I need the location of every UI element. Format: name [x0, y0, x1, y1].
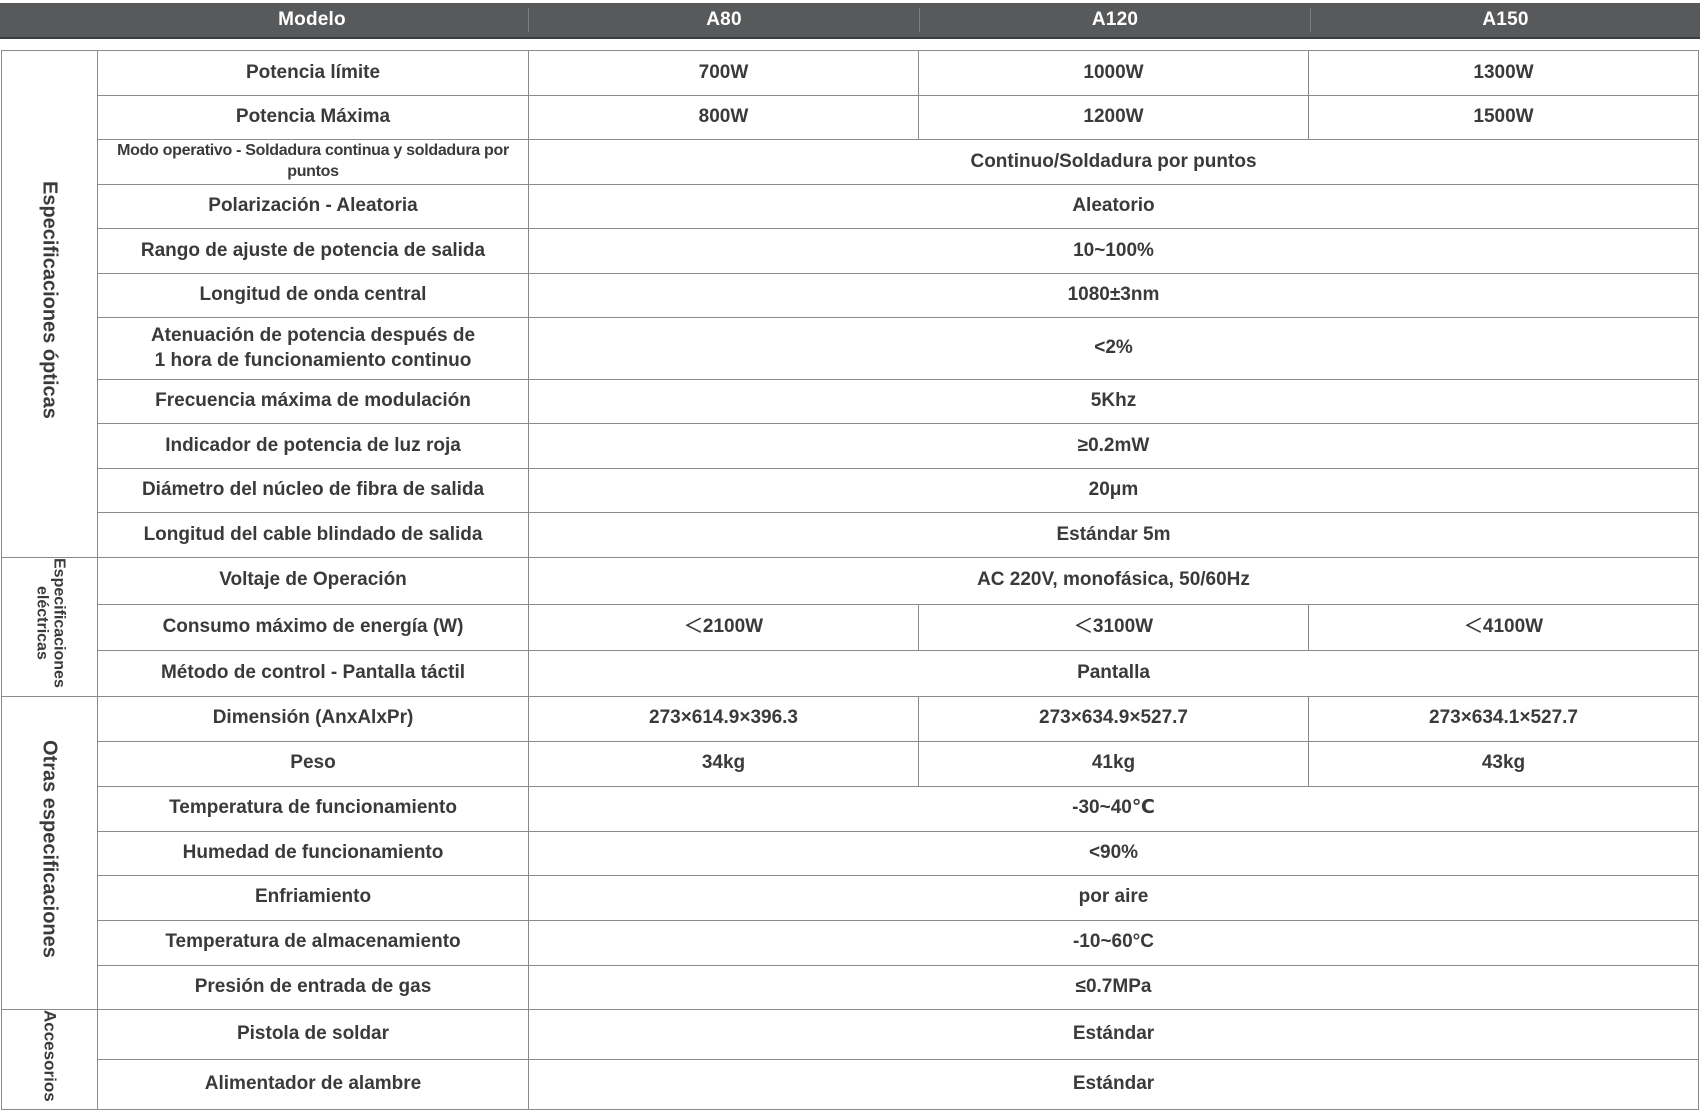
cell-value: Continuo/Soldadura por puntos: [529, 140, 1699, 185]
cell-value: 800W: [529, 96, 919, 140]
table-row: [2, 558, 1699, 605]
row-label: Humedad de funcionamiento: [98, 831, 529, 875]
cell-value: 20μm: [529, 469, 1699, 513]
cell-value: 1200W: [919, 96, 1309, 140]
row-label: [98, 318, 529, 380]
row-label: Indicador de potencia de luz roja: [98, 424, 529, 469]
row-label: Dimensión (AnxAlxPr): [98, 696, 529, 741]
group-label: Especificaciones ópticas: [38, 181, 61, 420]
row-label: Peso: [98, 741, 529, 786]
cell-value: 273×634.1×527.7: [1309, 696, 1699, 741]
cell-value: AC 220V, monofásica, 50/60Hz: [529, 558, 1699, 605]
table-row: [2, 1060, 1699, 1110]
cell-value: Pantalla: [529, 651, 1699, 697]
table-row: [2, 786, 1699, 831]
table-row: [2, 604, 1699, 651]
row-label: Temperatura de almacenamiento: [98, 920, 529, 965]
cell-value: 1080±3nm: [529, 274, 1699, 318]
table-row: [2, 651, 1699, 697]
cell-value: 273×634.9×527.7: [919, 696, 1309, 741]
table-row: [2, 318, 1699, 380]
table-row: [2, 696, 1699, 741]
row-label-line: 1 hora de funcionamiento continuo: [154, 349, 472, 371]
header-model-a150: A150: [1482, 9, 1529, 30]
group-electrical: [2, 558, 98, 697]
specifications-table: [1, 50, 1699, 1110]
group-optical: [2, 51, 98, 558]
row-label: Modo operativo - Soldadura continua y soldadura por puntos: [98, 140, 529, 185]
row-label: Rango de ajuste de potencia de salida: [98, 229, 529, 274]
cell-value: ≥0.2mW: [529, 424, 1699, 469]
row-label: Potencia límite: [98, 51, 529, 96]
table-header: [0, 3, 1700, 39]
table-row: [2, 741, 1699, 786]
table-row: [2, 965, 1699, 1009]
cell-value: 700W: [529, 51, 919, 96]
cell-value: 43kg: [1309, 741, 1699, 786]
table-row: [2, 140, 1699, 185]
table-row: [2, 831, 1699, 875]
cell-value: ≤0.7MPa: [529, 965, 1699, 1009]
table-row: [2, 229, 1699, 274]
cell-value: -10~60°C: [529, 920, 1699, 965]
cell-value: ＜2100W: [529, 604, 919, 651]
row-label: Longitud del cable blindado de salida: [98, 513, 529, 558]
cell-value: 273×614.9×396.3: [529, 696, 919, 741]
row-label: Temperatura de funcionamiento: [98, 786, 529, 831]
row-label: Presión de entrada de gas: [98, 965, 529, 1009]
row-label: Pistola de soldar: [98, 1009, 529, 1060]
cell-value: Aleatorio: [529, 185, 1699, 229]
cell-value: 1000W: [919, 51, 1309, 96]
table-row: [2, 274, 1699, 318]
row-label-line: Atenuación de potencia después de: [150, 324, 476, 346]
cell-value: Estándar: [529, 1060, 1699, 1110]
table-row: [2, 51, 1699, 96]
cell-value: Estándar: [529, 1009, 1699, 1060]
group-other: [2, 696, 98, 1009]
row-label: Método de control - Pantalla táctil: [98, 651, 529, 697]
row-label: Frecuencia máxima de modulación: [98, 380, 529, 424]
cell-value: 1500W: [1309, 96, 1699, 140]
group-label: Accesorios: [40, 1009, 60, 1102]
table-row: [2, 875, 1699, 920]
cell-value: ＜3100W: [919, 604, 1309, 651]
cell-value: por aire: [529, 875, 1699, 920]
table-row: [2, 380, 1699, 424]
group-label: Especificaciones eléctricas: [33, 558, 68, 688]
row-label: Polarización - Aleatoria: [98, 185, 529, 229]
header-model-label: Modelo: [278, 9, 346, 30]
table-row: [2, 185, 1699, 229]
table-row: [2, 96, 1699, 140]
row-label: Longitud de onda central: [98, 274, 529, 318]
group-accessories: [2, 1009, 98, 1109]
cell-value: 34kg: [529, 741, 919, 786]
row-label: Alimentador de alambre: [98, 1060, 529, 1110]
table-row: [2, 513, 1699, 558]
header-model-a80: A80: [706, 9, 742, 30]
cell-value: 1300W: [1309, 51, 1699, 96]
group-label: Otras especificaciones: [38, 739, 61, 958]
header-model-a120: A120: [1091, 9, 1139, 30]
cell-value: Estándar 5m: [529, 513, 1699, 558]
table-row: [2, 424, 1699, 469]
row-label: Voltaje de Operación: [98, 558, 529, 605]
row-label: Enfriamiento: [98, 875, 529, 920]
cell-value: 41kg: [919, 741, 1309, 786]
cell-value: <2%: [529, 318, 1699, 380]
table-row: [2, 1009, 1699, 1060]
row-label: Diámetro del núcleo de fibra de salida: [98, 469, 529, 513]
table-row: [2, 920, 1699, 965]
cell-value: 10~100%: [529, 229, 1699, 274]
row-label: Potencia Máxima: [98, 96, 529, 140]
row-label: Consumo máximo de energía (W): [98, 604, 529, 651]
cell-value: <90%: [529, 831, 1699, 875]
cell-value: -30~40℃: [529, 786, 1699, 831]
cell-value: 5Khz: [529, 380, 1699, 424]
cell-value: ＜4100W: [1309, 604, 1699, 651]
table-row: [2, 469, 1699, 513]
